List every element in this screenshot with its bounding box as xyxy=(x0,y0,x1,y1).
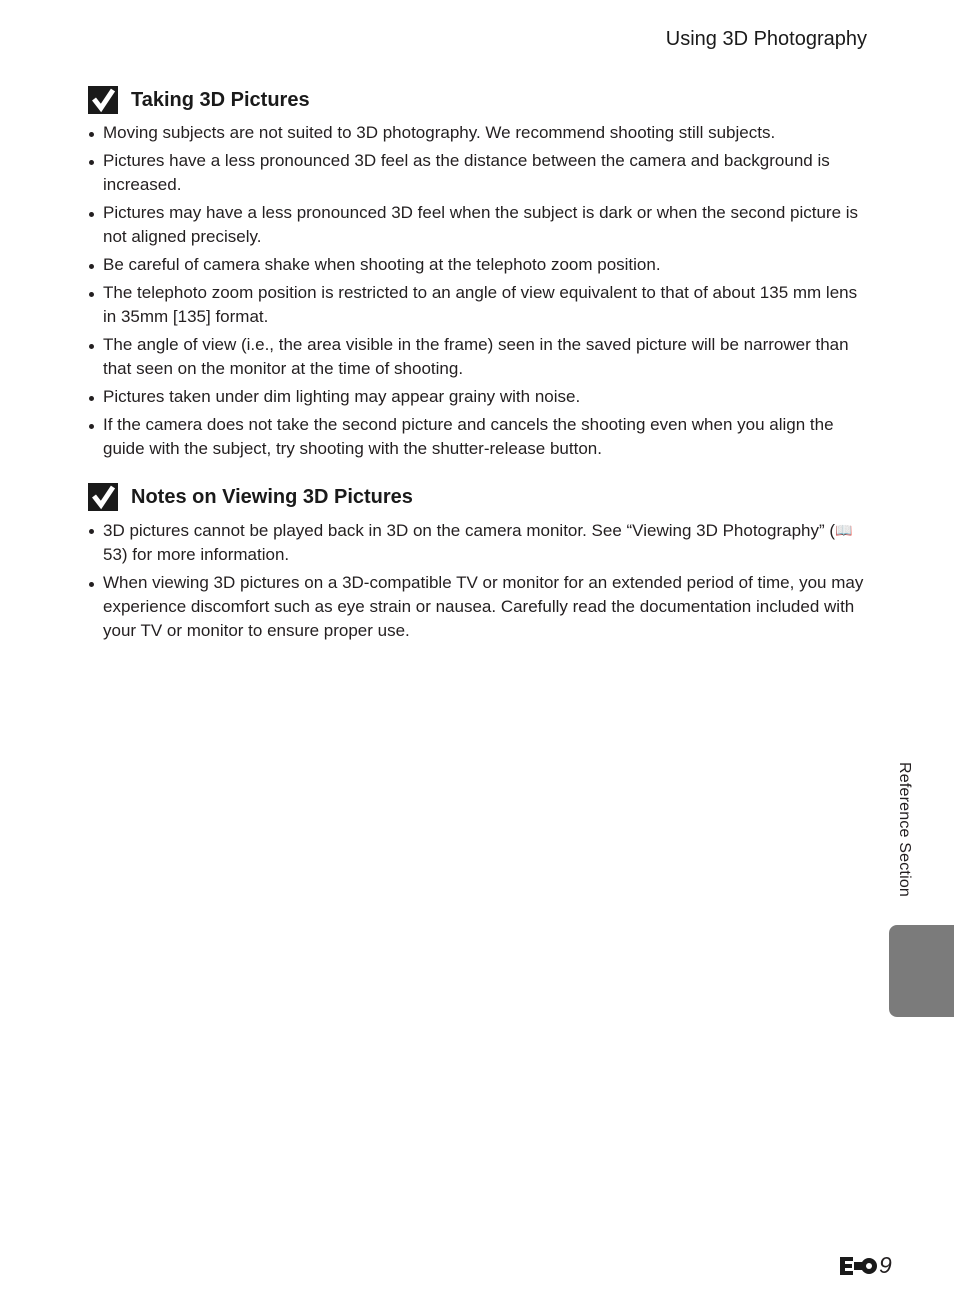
list-item: Pictures taken under dim lighting may appear grainy with noise. xyxy=(88,385,868,409)
section-title: Notes on Viewing 3D Pictures xyxy=(131,485,413,508)
bullet-list xyxy=(88,518,868,643)
section-heading xyxy=(88,482,868,512)
list-item-text: ) for more information. xyxy=(121,545,290,564)
check-mark-icon xyxy=(88,86,118,114)
manual-reference-icon[interactable]: 📖 xyxy=(835,522,853,538)
running-header: Using 3D Photography xyxy=(665,28,867,50)
list-item: Pictures may have a less pronounced 3D feel when the subject is dark or when the second picture is not aligned precisely. xyxy=(88,201,868,249)
list-item: The telephoto zoom position is restricted to an angle of view equivalent to that of about 135 mm lens in 35mm [135] format. xyxy=(88,281,868,329)
list-item: When viewing 3D pictures on a 3D-compatible TV or monitor for an extended period of time, you may experience discomfort such as eye strain or nausea. Carefully read the documentation included with your TV or monitor to ensure proper use. xyxy=(88,571,868,643)
side-tab-label: Reference Section xyxy=(896,762,913,898)
side-tab[interactable] xyxy=(889,925,954,1017)
page-number-text: 9 xyxy=(879,1252,892,1278)
list-item-text: 3D pictures cannot be played back in 3D on the camera monitor. See “Viewing 3D Photography” ( xyxy=(103,521,836,540)
check-mark-icon xyxy=(88,483,118,511)
reference-section-e-icon xyxy=(838,1254,878,1278)
list-item: The angle of view (i.e., the area visible in the frame) seen in the saved picture will be narrower than that seen on the monitor at the time of shooting. xyxy=(88,333,868,381)
section-heading xyxy=(88,85,868,115)
section-title: Taking 3D Pictures xyxy=(131,88,310,111)
list-item xyxy=(88,518,868,567)
page-number xyxy=(838,1252,892,1279)
page-reference[interactable]: 53 xyxy=(103,545,122,564)
list-item: Pictures have a less pronounced 3D feel as the distance between the camera and background is increased. xyxy=(88,149,868,197)
bullet-list xyxy=(88,121,868,461)
section-taking-3d-pictures xyxy=(88,85,868,465)
list-item: If the camera does not take the second picture and cancels the shooting even when you align the guide with the subject, try shooting with the shutter-release button. xyxy=(88,413,868,461)
section-notes-on-viewing xyxy=(88,482,868,647)
list-item: Be careful of camera shake when shooting at the telephoto zoom position. xyxy=(88,253,868,277)
list-item: Moving subjects are not suited to 3D photography. We recommend shooting still subjects. xyxy=(88,121,868,145)
